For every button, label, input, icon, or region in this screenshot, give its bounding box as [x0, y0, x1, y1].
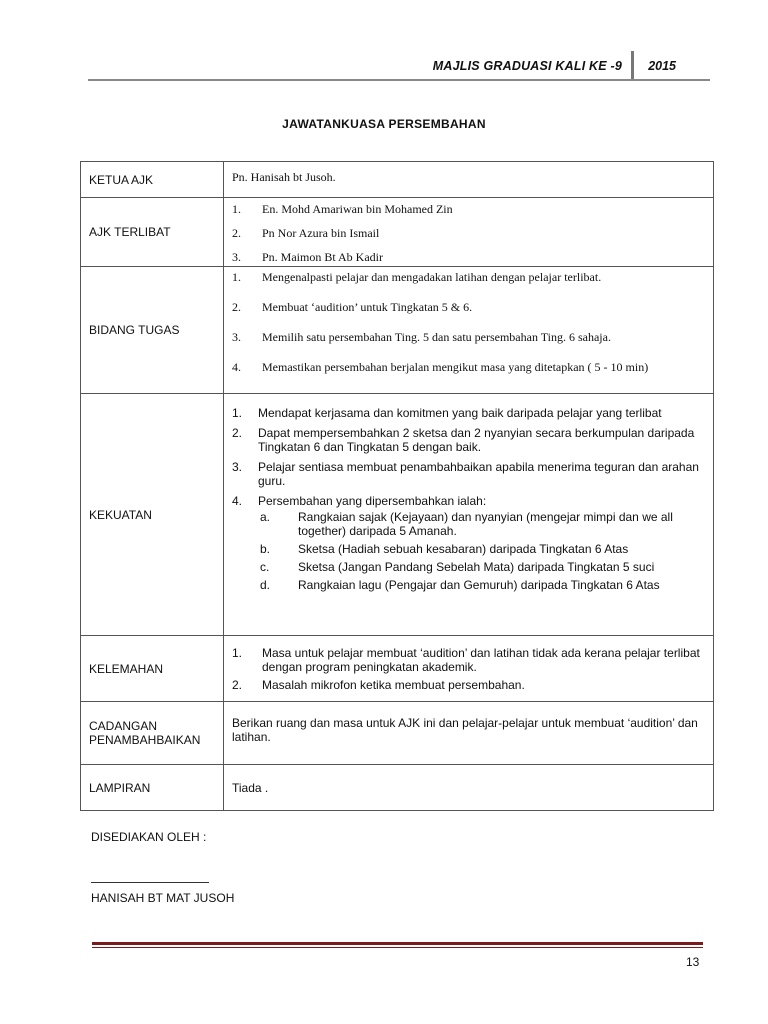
document-title: JAWATANKUASA PERSEMBAHAN	[282, 117, 486, 131]
label-bidang: BIDANG TUGAS	[81, 267, 224, 394]
committee-table	[80, 161, 714, 811]
header-divider	[631, 51, 634, 81]
row-bidang	[81, 267, 714, 394]
list-item: 4. Memastikan persembahan berjalan mengikut masa yang ditetapkan ( 5 - 10 min)	[232, 360, 649, 374]
label-cadangan-line1: CADANGAN	[89, 719, 158, 733]
list-item: 2. Membuat ‘audition’ untuk Tingkatan 5 & 6.	[232, 300, 473, 314]
list-item: 3. Pelajar sentiasa membuat penambahbaikan apabila menerima teguran dan arahan guru.	[232, 460, 699, 488]
value-kelemahan	[224, 636, 714, 702]
footer-rule-thick	[92, 942, 703, 945]
header-title: MAJLIS GRADUASI KALI KE -9	[432, 59, 622, 73]
bidang-list	[232, 270, 703, 374]
signature-line	[91, 882, 209, 883]
row-kekuatan	[81, 394, 714, 636]
value-kekuatan	[224, 394, 714, 636]
label-ajk: AJK TERLIBAT	[81, 198, 224, 267]
ajk-list	[232, 202, 703, 264]
page-header	[88, 55, 710, 81]
list-item: 1. En. Mohd Amariwan bin Mohamed Zin	[232, 202, 453, 216]
value-ketua: Pn. Hanisah bt Jusoh.	[224, 162, 714, 198]
signer-name: HANISAH BT MAT JUSOH	[91, 891, 235, 905]
list-item: 2. Pn Nor Azura bin Ismail	[232, 226, 380, 240]
row-lampiran	[81, 765, 714, 811]
sub-list-item: d. Rangkaian lagu (Pengajar dan Gemuruh) daripada Tingkatan 6 Atas	[260, 578, 660, 592]
list-item: 1. Mengenalpasti pelajar dan mengadakan latihan dengan pelajar terlibat.	[232, 270, 602, 284]
list-item: 3. Memilih satu persembahan Ting. 5 dan satu persembahan Ting. 6 sahaja.	[232, 330, 611, 344]
kelemahan-list	[232, 646, 703, 692]
label-kelemahan: KELEMAHAN	[81, 636, 224, 702]
label-cadangan-line2: PENAMBAHBAIKAN	[89, 733, 201, 747]
list-item: 1. Masa untuk pelajar membuat ‘audition’ dan latihan tidak ada kerana pelajar terlibat dengan program peningkatan akademik.	[232, 646, 700, 674]
list-item: 2. Dapat mempersembahkan 2 sketsa dan 2 nyanyian secara berkumpulan daripada Tingkatan 6 dan Tingkatan 5 dengan baik.	[232, 426, 695, 454]
list-item: 1. Mendapat kerjasama dan komitmen yang baik daripada pelajar yang terlibat	[232, 406, 662, 420]
header-rule	[88, 79, 710, 81]
header-year: 2015	[648, 59, 676, 73]
row-ketua	[81, 162, 714, 198]
value-ajk	[224, 198, 714, 267]
page-number: 13	[686, 955, 700, 969]
sub-list-item: a. Rangkaian sajak (Kejayaan) dan nyanyian (mengejar mimpi dan we all together) daripada 5 Amanah.	[260, 510, 673, 538]
list-item: 3. Pn. Maimon Bt Ab Kadir	[232, 250, 384, 264]
row-ajk	[81, 198, 714, 267]
list-item: 2. Masalah mikrofon ketika membuat persembahan.	[232, 678, 525, 692]
prepared-by-label: DISEDIAKAN OLEH :	[91, 830, 207, 844]
list-item: 4. Persembahan yang dipersembahkan ialah: a. Rangkaian sajak (Kejayaan) dan nyanyian (mengejar mimpi dan we all together) daripada 5 Amanah. b. Sketsa (Hadiah sebuah kesabaran) daripada Tingkatan 6 Atas c. Sketsa (Jangan Pandang Sebelah Mata) daripada Tingkatan 5 suci d. Rangkaian lagu (Pengajar dan Gemuruh) daripada Tingkatan 6 Atas	[232, 494, 703, 592]
value-lampiran: Tiada .	[224, 765, 714, 811]
value-bidang	[224, 267, 714, 394]
value-cadangan: Berikan ruang dan masa untuk AJK ini dan pelajar-pelajar untuk membuat ‘audition’ dan latihan.	[224, 702, 714, 765]
row-cadangan	[81, 702, 714, 765]
sub-list-item: c. Sketsa (Jangan Pandang Sebelah Mata) daripada Tingkatan 5 suci	[260, 560, 655, 574]
footer-rule-thin	[92, 947, 703, 948]
label-kekuatan: KEKUATAN	[81, 394, 224, 636]
label-cadangan	[81, 702, 224, 765]
performance-sublist	[258, 510, 703, 592]
label-ketua: KETUA AJK	[81, 162, 224, 198]
row-kelemahan	[81, 636, 714, 702]
sub-list-item: b. Sketsa (Hadiah sebuah kesabaran) daripada Tingkatan 6 Atas	[260, 542, 629, 556]
label-lampiran: LAMPIRAN	[81, 765, 224, 811]
kekuatan-list	[232, 406, 703, 592]
